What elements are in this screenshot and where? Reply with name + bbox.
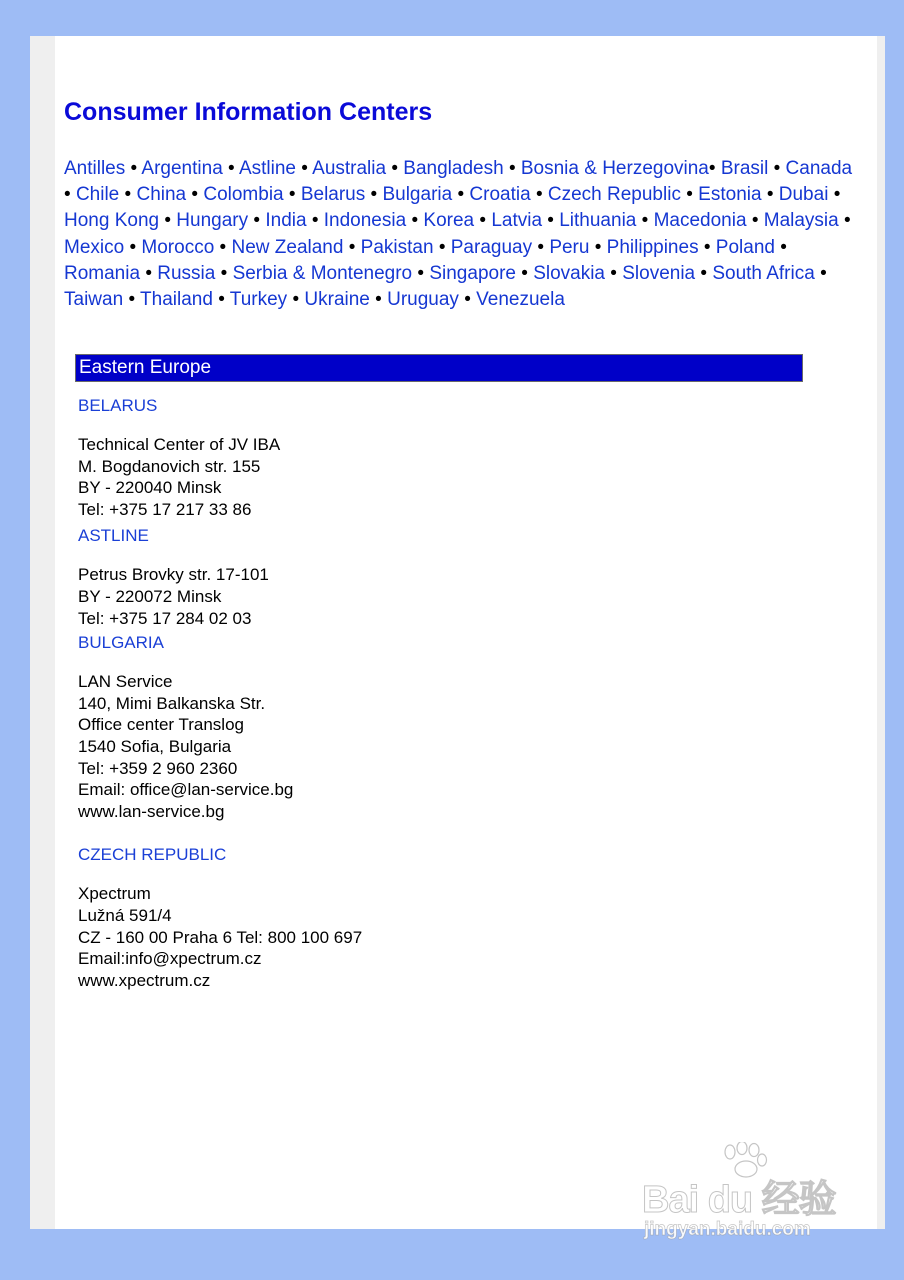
bullet-separator: • xyxy=(547,210,554,232)
phone-line: Tel: +359 2 960 2360 xyxy=(78,758,238,778)
bullet-separator: • xyxy=(521,262,528,284)
country-link[interactable]: Canada xyxy=(785,158,853,179)
bullet-separator: • xyxy=(641,210,649,232)
country-link-list xyxy=(64,156,864,313)
country-link[interactable]: Argentina xyxy=(141,158,223,179)
center-bulgaria xyxy=(78,632,778,822)
bullet-separator: • xyxy=(610,262,617,284)
country-link[interactable]: Singapore xyxy=(429,262,516,284)
center-czech-republic xyxy=(78,844,778,991)
bullet-separator: • xyxy=(370,184,378,206)
bullet-separator: • xyxy=(751,210,759,232)
phone-line: CZ - 160 00 Praha 6 Tel: 800 100 697 xyxy=(78,927,363,947)
bullet-separator: • xyxy=(411,210,419,232)
website-line: www.xpectrum.cz xyxy=(78,970,211,990)
country-link[interactable]: Romania xyxy=(64,262,141,284)
center-belarus xyxy=(78,395,778,520)
center-address xyxy=(78,883,778,991)
bullet-separator: • xyxy=(301,158,308,179)
bullet-separator: • xyxy=(479,210,487,232)
spacer xyxy=(78,822,778,844)
country-link[interactable]: Korea xyxy=(423,210,475,232)
bullet-separator: • xyxy=(766,184,774,206)
watermark-brand: Bai du 经验 xyxy=(642,1179,836,1221)
email-line: Email:info@xpectrum.cz xyxy=(78,949,262,969)
watermark-url: jingyan.baidu.com xyxy=(644,1219,811,1240)
center-name: BULGARIA xyxy=(78,633,164,653)
bullet-separator: • xyxy=(124,184,132,206)
country-link[interactable]: Thailand xyxy=(140,289,213,311)
address-line: BY - 220072 Minsk xyxy=(78,586,222,606)
country-link[interactable]: Uruguay xyxy=(387,289,459,311)
country-link[interactable]: Estonia xyxy=(698,184,762,206)
address-line: Xpectrum xyxy=(78,884,151,904)
country-link[interactable]: Slovakia xyxy=(533,262,606,284)
country-link[interactable]: Russia xyxy=(157,262,216,284)
email-line: Email: office@lan-service.bg xyxy=(78,780,294,800)
region-header: Eastern Europe xyxy=(75,354,803,382)
address-line: Petrus Brovky str. 17-101 xyxy=(78,565,269,585)
country-link[interactable]: Astline xyxy=(238,158,296,179)
country-link[interactable]: Bulgaria xyxy=(382,184,453,206)
country-link[interactable]: Chile xyxy=(75,184,120,206)
country-link[interactable]: South Africa xyxy=(712,262,815,284)
country-link[interactable]: Paraguay xyxy=(450,236,533,258)
country-link[interactable]: Peru xyxy=(549,236,590,258)
country-link[interactable]: Hong Kong xyxy=(64,210,160,232)
country-link[interactable]: Colombia xyxy=(203,184,284,206)
bullet-separator: • xyxy=(288,184,296,206)
center-address xyxy=(78,671,778,822)
country-link[interactable]: Morocco xyxy=(141,236,215,258)
center-address xyxy=(78,564,778,629)
country-link[interactable]: Bangladesh xyxy=(403,158,504,179)
bullet-separator: • xyxy=(708,158,716,179)
bullet-separator: • xyxy=(438,236,446,258)
country-link[interactable]: Macedonia xyxy=(653,210,747,232)
country-link[interactable]: Slovenia xyxy=(622,262,696,284)
bullet-separator: • xyxy=(220,262,228,284)
country-link[interactable]: Czech Republic xyxy=(547,184,681,206)
country-link[interactable]: Croatia xyxy=(469,184,531,206)
bullet-separator: • xyxy=(130,158,138,179)
document-page xyxy=(55,36,871,1229)
bullet-separator: • xyxy=(375,289,382,311)
bullet-separator: • xyxy=(219,236,227,258)
country-link[interactable]: Ukraine xyxy=(304,289,370,311)
country-link[interactable]: Australia xyxy=(312,158,387,179)
bullet-separator: • xyxy=(833,184,841,206)
country-link[interactable]: Indonesia xyxy=(323,210,407,232)
bullet-separator: • xyxy=(253,210,261,232)
bullet-separator: • xyxy=(535,184,543,206)
address-line: M. Bogdanovich str. 155 xyxy=(78,456,261,476)
center-name: CZECH REPUBLIC xyxy=(78,845,227,865)
country-link[interactable]: Brasil xyxy=(720,158,769,179)
bullet-separator: • xyxy=(228,158,235,179)
phone-line: Tel: +375 17 217 33 86 xyxy=(78,499,252,519)
country-link[interactable]: Philippines xyxy=(606,236,699,258)
country-link[interactable]: Poland xyxy=(715,236,775,258)
page-title: Consumer Information Centers xyxy=(64,98,433,126)
bullet-separator: • xyxy=(464,289,471,311)
center-astline xyxy=(78,525,778,629)
country-link[interactable]: Dubai xyxy=(778,184,829,206)
bullet-separator: • xyxy=(686,184,693,206)
phone-line: Tel: +375 17 284 02 03 xyxy=(78,608,252,628)
address-line: 1540 Sofia, Bulgaria xyxy=(78,736,232,756)
address-line: LAN Service xyxy=(78,672,173,692)
country-link[interactable]: Belarus xyxy=(300,184,366,206)
center-address xyxy=(78,434,778,520)
address-line: Office center Translog xyxy=(78,715,244,735)
country-link[interactable]: Venezuela xyxy=(476,289,565,311)
country-link[interactable]: Malaysia xyxy=(763,210,839,232)
center-name: BELARUS xyxy=(78,396,158,415)
address-line: 140, Mimi Balkanska Str. xyxy=(78,693,266,713)
bullet-separator: • xyxy=(700,262,708,284)
bullet-separator: • xyxy=(129,236,137,258)
country-link[interactable]: Taiwan xyxy=(64,289,124,311)
bullet-separator: • xyxy=(218,289,225,311)
bullet-separator: • xyxy=(820,262,827,284)
bullet-separator: • xyxy=(417,262,425,284)
bullet-separator: • xyxy=(773,158,781,179)
country-link[interactable]: Mexico xyxy=(64,236,125,258)
center-name: ASTLINE xyxy=(78,526,149,546)
bullet-separator: • xyxy=(348,236,356,258)
website-line: www.lan-service.bg xyxy=(78,801,225,821)
bullet-separator: • xyxy=(292,289,300,311)
address-line: Technical Center of JV IBA xyxy=(78,435,281,454)
bullet-separator: • xyxy=(191,184,199,206)
country-link[interactable]: China xyxy=(136,184,187,206)
bullet-separator: • xyxy=(844,210,851,232)
bullet-separator: • xyxy=(391,158,398,179)
bullet-separator: • xyxy=(594,236,602,258)
bullet-separator: • xyxy=(164,210,172,232)
center-list xyxy=(78,395,778,991)
country-link[interactable]: Lithuania xyxy=(559,210,637,232)
page-edge-rule xyxy=(871,36,877,1229)
country-link[interactable]: Turkey xyxy=(229,289,288,311)
bullet-separator: • xyxy=(703,236,711,258)
bullet-separator: • xyxy=(128,289,136,311)
country-link[interactable]: Latvia xyxy=(491,210,543,232)
bullet-separator: • xyxy=(780,236,787,258)
country-link[interactable]: India xyxy=(265,210,307,232)
bullet-separator: • xyxy=(537,236,545,258)
country-link[interactable]: New Zealand xyxy=(231,236,344,258)
country-link[interactable]: Pakistan xyxy=(360,236,434,258)
bullet-separator: • xyxy=(457,184,465,206)
country-link[interactable]: Serbia & Montenegro xyxy=(232,262,413,284)
address-line: BY - 220040 Minsk xyxy=(78,478,222,498)
bullet-separator: • xyxy=(64,184,71,206)
bullet-separator: • xyxy=(508,158,516,179)
bullet-separator: • xyxy=(145,262,152,284)
country-link[interactable]: Hungary xyxy=(176,210,249,232)
country-link[interactable]: Bosnia & Herzegovina xyxy=(520,158,709,179)
country-link[interactable]: Antilles xyxy=(64,158,126,179)
address-line: Lužná 591/4 xyxy=(78,905,172,925)
bullet-separator: • xyxy=(311,210,319,232)
